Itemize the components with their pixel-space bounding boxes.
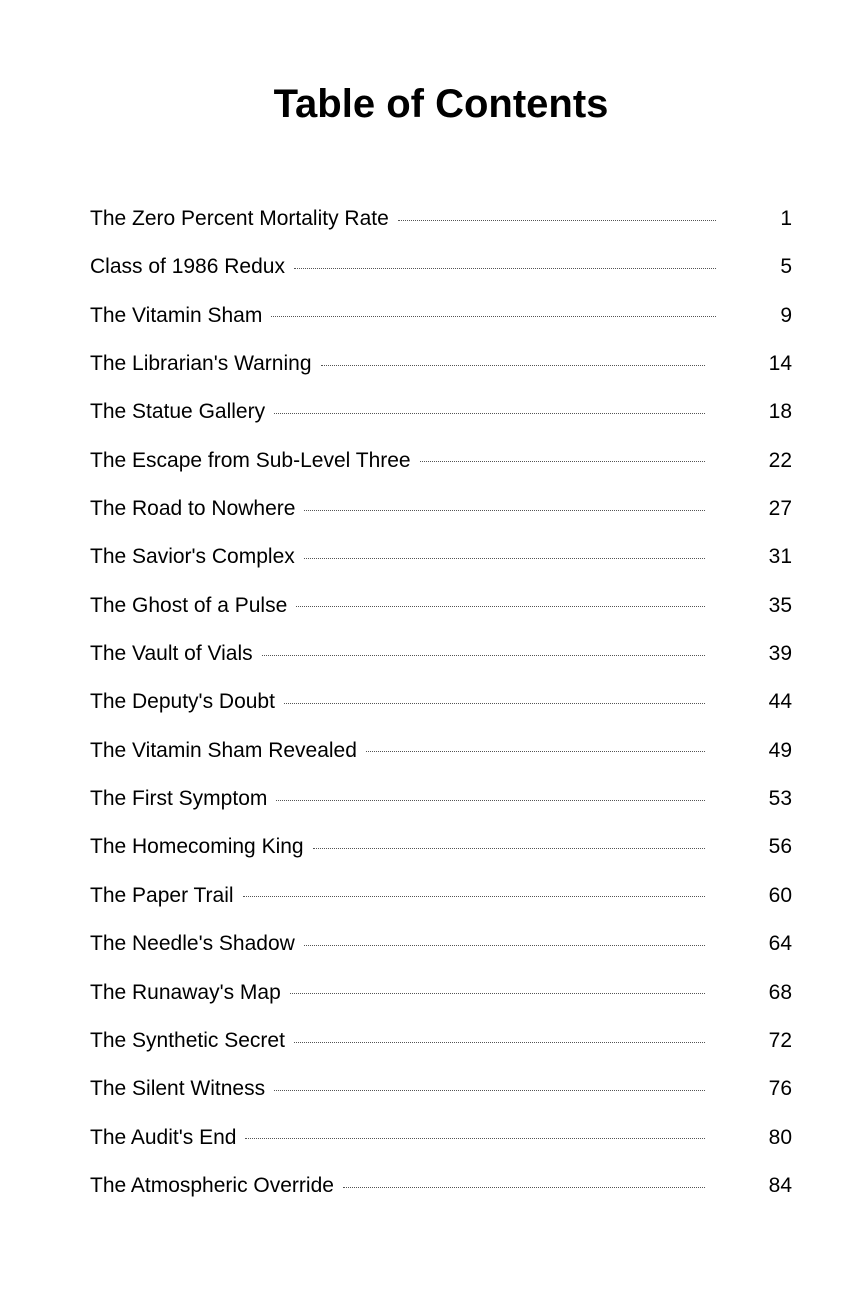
page-title: Table of Contents [273,82,609,126]
dot-leader [420,461,705,462]
toc-entry-page-number: 35 [768,593,792,617]
toc-entry-page-number: 22 [768,448,792,472]
toc-entry[interactable] [90,775,792,823]
toc-entry[interactable] [90,437,792,485]
toc-entry[interactable] [90,1065,792,1113]
toc-entry-title: The Homecoming King [90,835,304,859]
toc-entry[interactable] [90,292,792,340]
dot-leader [262,655,705,656]
dot-leader [398,220,717,221]
toc-entry[interactable] [90,243,792,291]
dot-leader [296,606,704,607]
toc-entry-title: The Ghost of a Pulse [90,593,288,617]
toc-entry[interactable] [90,727,792,775]
toc-entry[interactable] [90,969,792,1017]
toc-entry[interactable] [90,630,792,678]
dot-leader [366,751,705,752]
toc-entry[interactable] [90,485,792,533]
toc-entry-page-number: 9 [780,303,792,327]
toc-entry-page-number: 68 [768,980,792,1004]
toc-entry-page-number: 49 [768,738,792,762]
toc-entry-page-number: 31 [768,545,792,569]
toc-entry-page-number: 60 [768,883,792,907]
toc-entry[interactable] [90,1162,792,1210]
toc-entry[interactable] [90,920,792,968]
toc-entry[interactable] [90,340,792,388]
toc-entry[interactable] [90,872,792,920]
toc-entry-title: The Librarian's Warning [90,352,312,376]
toc-entry-page-number: 53 [768,787,792,811]
toc-entry-title: The Savior's Complex [90,545,295,569]
toc-entry-title: Class of 1986 Redux [90,255,285,279]
toc-entry-page-number: 44 [768,690,792,714]
dot-leader [321,365,705,366]
toc-entry-page-number: 27 [768,497,792,521]
toc-entry-title: The Runaway's Map [90,980,281,1004]
toc-entry[interactable] [90,195,792,243]
toc-entry-title: The Synthetic Secret [90,1028,285,1052]
toc-entry-title: The Needle's Shadow [90,932,295,956]
toc-entry-page-number: 64 [768,932,792,956]
toc-entry-page-number: 39 [768,642,792,666]
dot-leader [313,848,705,849]
toc-entry-title: The Escape from Sub-Level Three [90,448,411,472]
dot-leader [343,1187,705,1188]
dot-leader [274,1090,705,1091]
dot-leader [290,993,705,994]
toc-list [90,195,792,1210]
dot-leader [271,316,716,317]
toc-entry-title: The Vitamin Sham Revealed [90,738,357,762]
toc-entry[interactable] [90,388,792,436]
toc-entry-title: The Statue Gallery [90,400,266,424]
dot-leader [304,558,705,559]
toc-entry-title: The Deputy's Doubt [90,690,275,714]
dot-leader [294,268,716,269]
dot-leader [304,510,704,511]
toc-entry-page-number: 14 [768,352,792,376]
toc-entry[interactable] [90,533,792,581]
toc-entry-title: The Atmospheric Override [90,1173,334,1197]
toc-entry[interactable] [90,678,792,726]
dot-leader [274,413,705,414]
toc-entry-title: The Zero Percent Mortality Rate [90,207,389,230]
toc-entry-title: The Paper Trail [90,883,234,907]
toc-entry-page-number: 76 [768,1077,792,1101]
toc-entry[interactable] [90,1017,792,1065]
toc-entry-title: The Road to Nowhere [90,497,296,521]
toc-entry[interactable] [90,582,792,630]
toc-entry[interactable] [90,1114,792,1162]
dot-leader [284,703,705,704]
toc-entry-page-number: 80 [768,1125,792,1149]
dot-leader [243,896,705,897]
toc-entry-page-number: 5 [780,255,792,279]
toc-entry-page-number: 1 [780,207,792,230]
toc-entry-title: The Audit's End [90,1125,237,1149]
dot-leader [304,945,705,946]
toc-entry-page-number: 72 [768,1028,792,1052]
dot-leader [276,800,704,801]
toc-entry-page-number: 56 [768,835,792,859]
toc-entry-title: The Vault of Vials [90,642,253,666]
dot-leader [294,1042,705,1043]
toc-entry-page-number: 18 [768,400,792,424]
toc-entry-title: The Silent Witness [90,1077,266,1101]
toc-entry-title: The Vitamin Sham [90,303,263,327]
toc-entry-title: The First Symptom [90,787,268,811]
toc-entry-page-number: 84 [768,1173,792,1197]
dot-leader [245,1138,704,1139]
toc-entry[interactable] [90,823,792,871]
